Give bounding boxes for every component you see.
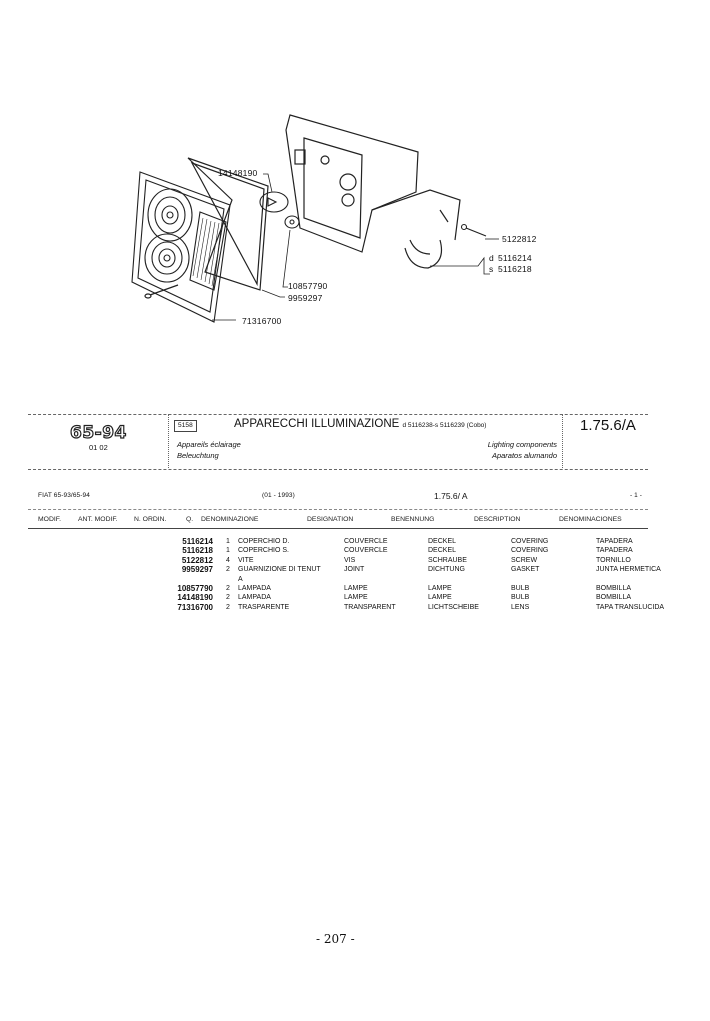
page-number: - 207 -: [316, 932, 355, 946]
leader-lines: [212, 174, 499, 320]
cell-denominazione: TRASPARENTE: [238, 603, 290, 611]
cell-qty: 2: [226, 566, 230, 574]
cell-benennung: DECKEL: [428, 538, 457, 545]
section-title: [234, 418, 486, 430]
title-de: Beleuchtung: [177, 451, 219, 460]
cell-designation: [344, 575, 428, 584]
catalog-page: - 1 -: [630, 492, 643, 499]
cell-denominazione: A: [238, 575, 243, 583]
header-divider-right: [562, 414, 563, 468]
cell-denominaciones: JUNTA HERMETICA: [596, 566, 661, 574]
table-row: [38, 603, 676, 612]
table-row: [38, 556, 676, 565]
cell-description: COVERING: [511, 538, 549, 545]
exploded-view-diagram: [0, 0, 710, 400]
table-row: [38, 565, 676, 574]
catalog-date: (01 - 1993): [262, 492, 295, 499]
cell-benennung: DICHTUNG: [428, 566, 465, 574]
cell-modif: [38, 584, 78, 593]
cell-benennung: SCHRAUBE: [428, 556, 467, 564]
header-divider-left: [168, 414, 169, 468]
cell-part-number: 9959297: [181, 565, 213, 575]
cell-denominazione: VITE: [238, 556, 254, 564]
model-line: FIAT 65-93/65-94: [38, 492, 90, 499]
title-es: Aparatos alumando: [491, 451, 557, 460]
col-n-ordin: N. ORDIN.: [134, 516, 167, 523]
cell-designation: COUVERCLE: [344, 538, 388, 545]
cell-gap: [213, 584, 226, 593]
cell-ant-modif: [78, 593, 134, 602]
cell-modif: [38, 556, 78, 565]
cell-gap: [213, 603, 226, 612]
cell-gap: [213, 593, 226, 602]
cell-gap: [213, 537, 226, 546]
cell-gap: [213, 546, 226, 555]
cell-denominazione: LAMPADA: [238, 594, 271, 602]
col-q: Q.: [186, 516, 194, 523]
callout-gasket: 9959297: [288, 293, 323, 303]
ref-code: 1.75.6/A: [580, 417, 636, 434]
cell-qty: 2: [226, 594, 230, 602]
cell-qty: [226, 575, 238, 584]
cell-part-number: 5122812: [181, 555, 213, 565]
housing-drawing: [286, 115, 460, 268]
cell-denominaciones: TAPADERA: [596, 547, 633, 555]
cell-modif: [38, 593, 78, 602]
callout-screw: 5122812: [502, 234, 537, 244]
cell-ant-modif: [78, 565, 134, 574]
screw-right-drawing: [462, 225, 487, 237]
cell-ant-modif: [78, 575, 134, 584]
cell-denominaciones: BOMBILLA: [596, 585, 632, 593]
col-description: DESCRIPTION: [474, 516, 521, 523]
col-modif: MODIF.: [38, 516, 62, 523]
title-fr: Appareils éclairage: [177, 440, 241, 449]
title-en: Lighting components: [487, 440, 557, 449]
cell-denominaciones: TAPADERA: [596, 538, 633, 545]
section-title-note: d 5116238-s 5116239 (Cobo): [402, 422, 487, 429]
cell-gap: [213, 575, 226, 584]
cell-ant-modif: [78, 556, 134, 565]
cell-modif: [38, 575, 78, 584]
cell-modif: [38, 603, 78, 612]
cell-denominaciones: TAPA TRANSLUCIDA: [596, 603, 665, 611]
table-row: [38, 593, 676, 602]
cell-part-number: 5116218: [182, 546, 213, 556]
cell-designation: COUVERCLE: [344, 547, 388, 555]
rule-header: [28, 528, 648, 529]
cell-denominazione: COPERCHIO D.: [238, 538, 290, 545]
cell-qty: 2: [226, 603, 230, 611]
cell-gap: [213, 556, 226, 565]
cell-denominaciones: TORNILLO: [596, 556, 631, 564]
table-row: [38, 575, 676, 584]
section-code: 5158: [174, 420, 197, 432]
lens-drawing: [132, 172, 230, 322]
cell-modif: [38, 546, 78, 555]
cell-part-number: 5116214: [182, 537, 213, 546]
cell-benennung: LAMPE: [428, 585, 452, 593]
cell-description: [511, 575, 596, 584]
col-denominazione: DENOMINAZIONE: [201, 516, 259, 523]
bulb-drawing: [260, 192, 299, 228]
table-row: [38, 537, 676, 546]
cell-ant-modif: [78, 603, 134, 612]
callout-bulb-small: 10857790: [288, 281, 328, 291]
cell-modif: [38, 537, 78, 546]
catalog-ref: 1.75.6/ A: [434, 491, 468, 501]
parts-table: [38, 537, 676, 612]
rule-top: [28, 509, 648, 510]
cell-description: BULB: [511, 585, 530, 593]
callout-cover-s-prefix: s: [489, 264, 494, 274]
cell-description: GASKET: [511, 566, 540, 574]
cell-designation: JOINT: [344, 566, 365, 574]
cell-designation: LAMPE: [344, 585, 368, 593]
col-ant-modif: ANT. MODIF.: [78, 516, 118, 523]
col-benennung: BENENNUNG: [391, 516, 435, 523]
cell-modif: [38, 565, 78, 574]
callout-cover-s: 5116218: [498, 264, 532, 274]
callout-bulb-large: 14148190: [218, 168, 258, 178]
cell-qty: 1: [226, 538, 230, 545]
table-row: [38, 546, 676, 555]
cell-description: COVERING: [511, 547, 549, 555]
section-title-text: APPARECCHI ILLUMINAZIONE: [234, 418, 400, 430]
model-logo: 65-94: [70, 423, 127, 443]
cell-denominazione: GUARNIZIONE DI TENUT: [238, 566, 321, 574]
cell-designation: LAMPE: [344, 594, 368, 602]
cell-denominaciones: BOMBILLA: [596, 594, 632, 602]
cell-denominazione: LAMPADA: [238, 585, 271, 593]
callout-cover-d-prefix: d: [489, 253, 494, 263]
cell-part-number: [134, 575, 213, 584]
cell-designation: TRANSPARENT: [344, 603, 396, 611]
callout-lens: 71316700: [242, 316, 282, 326]
cell-designation: VIS: [344, 556, 356, 564]
cell-qty: 2: [226, 585, 230, 593]
cell-description: LENS: [511, 603, 530, 611]
cell-ant-modif: [78, 537, 134, 546]
col-denominaciones: DENOMINACIONES: [559, 516, 622, 523]
cell-part-number: 10857790: [177, 584, 213, 594]
table-row: [38, 584, 676, 593]
cell-benennung: LAMPE: [428, 594, 452, 602]
col-designation: DESIGNATION: [307, 516, 354, 523]
cell-part-number: 71316700: [177, 602, 213, 612]
model-sub: 01 02: [89, 443, 108, 452]
cell-description: BULB: [511, 594, 530, 602]
cell-gap: [213, 565, 226, 574]
cell-qty: 4: [226, 556, 230, 564]
cell-ant-modif: [78, 546, 134, 555]
cell-ant-modif: [78, 584, 134, 593]
cell-description: SCREW: [511, 556, 538, 564]
cell-part-number: 14148190: [177, 593, 213, 603]
cell-qty: 1: [226, 547, 230, 555]
cell-denominazione: COPERCHIO S.: [238, 547, 289, 555]
cell-denominaciones: [596, 575, 676, 584]
cell-benennung: [428, 575, 511, 584]
cell-benennung: LICHTSCHEIBE: [428, 603, 479, 611]
cell-benennung: DECKEL: [428, 547, 457, 555]
callout-cover-d: 5116214: [498, 253, 532, 263]
